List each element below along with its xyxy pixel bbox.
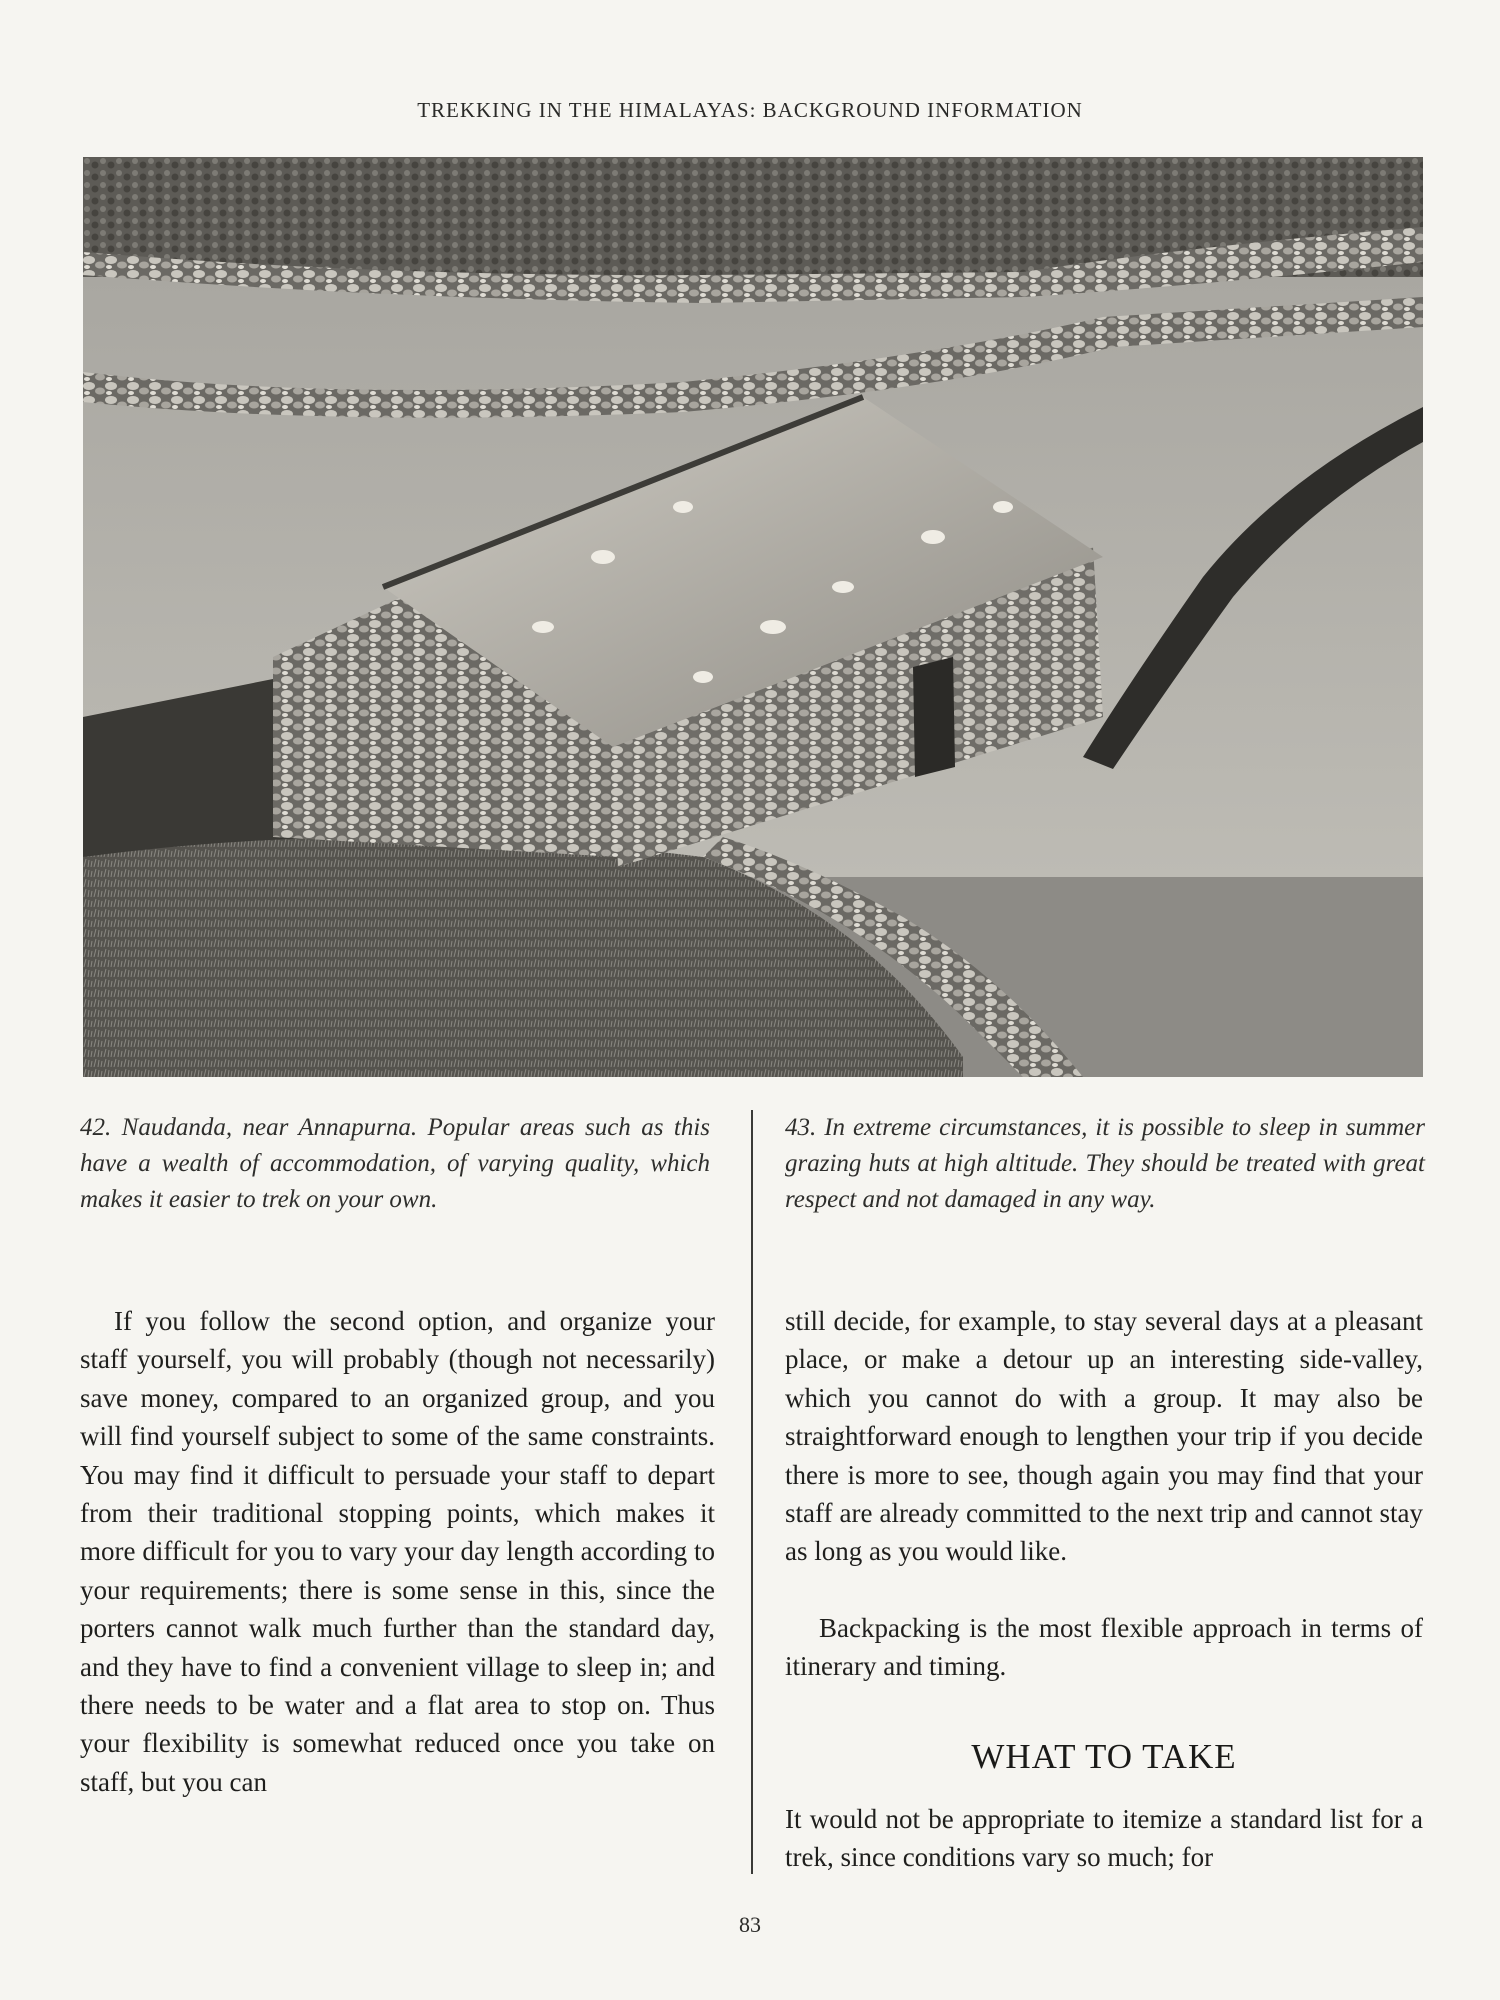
body-right-paragraph-2: Backpacking is the most flexible approach in terms of itinerary and timing. bbox=[785, 1613, 1423, 1682]
running-head: TREKKING IN THE HIMALAYAS: BACKGROUND INFORMATION bbox=[417, 98, 1083, 122]
caption-42: 42. Naudanda, near Annapurna. Popular areas such as this have a wealth of accommodation, of varying quality, which makes it easier to trek on your own. bbox=[80, 1114, 710, 1213]
stone-hut-photo bbox=[83, 157, 1423, 1077]
caption-43: 43. In extreme circumstances, it is possible to sleep in summer grazing huts at high altitude. They should be treated with great respect and not damaged in any way. bbox=[785, 1114, 1425, 1213]
body-left-column: If you follow the second option, and organize your staff yourself, you will probably (though not necessarily) save money, compared to an organized group, and you will find yourself subject to some of the same constraints. You may find it difficult to persuade your staff to depart from their traditional stopping points, which makes it more difficult for you to vary your day length according to your requirements; there is some sense in this, since the porters cannot walk much further than the standard day, and they have to find a convenient village to sleep in; and there needs to be water and a flat area to stop on. Thus your flexibility is somewhat reduced once you take on staff, but you can bbox=[80, 1306, 715, 1797]
body-right-paragraph-3: It would not be appropriate to itemize a standard list for a trek, since conditions vary so much; for bbox=[785, 1804, 1423, 1873]
section-heading: WHAT TO TAKE bbox=[971, 1737, 1237, 1776]
page-number: 83 bbox=[739, 1912, 761, 1937]
column-divider bbox=[751, 1110, 753, 1874]
body-right-paragraph-1: still decide, for example, to stay several days at a pleasant place, or make a detour up an interesting side-valley, which you cannot do with a group. It may also be straightforward enough to lengthen your trip if you decide there is more to see, though again you may find that your staff are already committed to the next trip and cannot stay as long as you would like. bbox=[785, 1306, 1423, 1567]
